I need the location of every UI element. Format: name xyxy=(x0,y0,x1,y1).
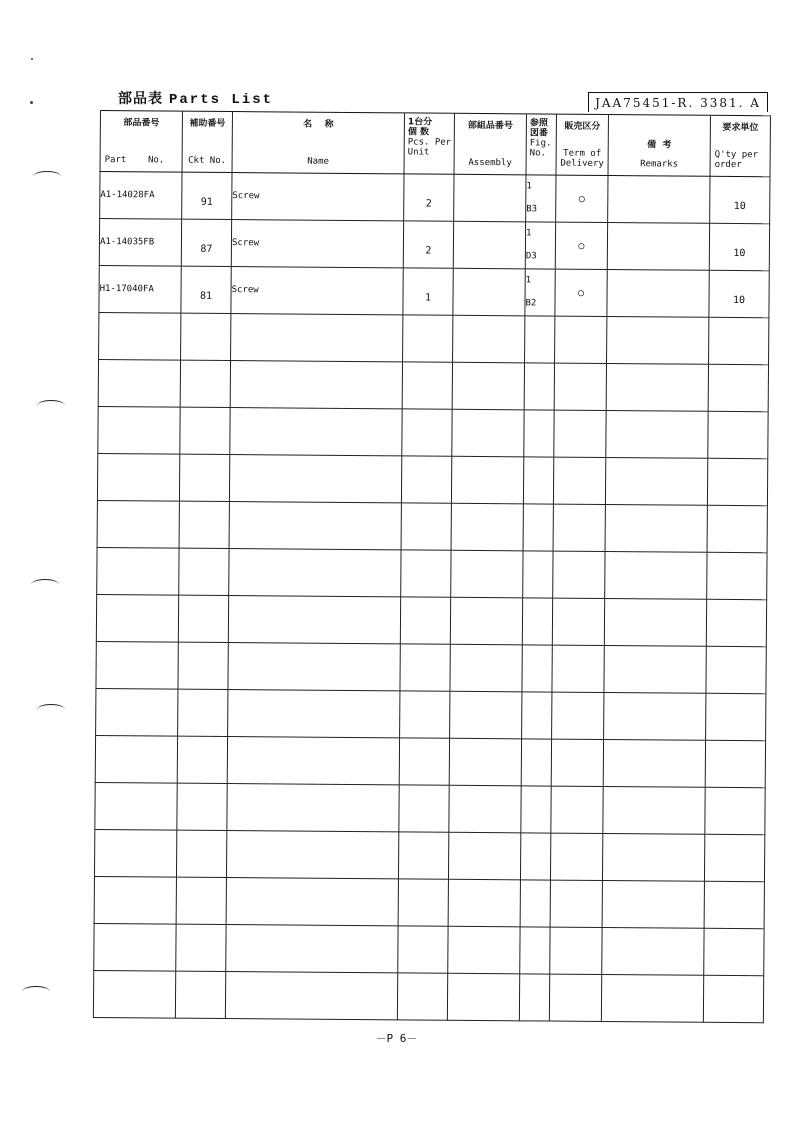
col-label-en: Assembly xyxy=(468,157,512,169)
parts-table xyxy=(93,110,771,1023)
col-label-jp: 個 数 xyxy=(407,127,430,138)
col-label-jp: 部組品番号 xyxy=(467,120,513,132)
ckt-number-cell xyxy=(178,642,228,689)
part-name-cell: Screw xyxy=(231,267,403,315)
pcs-per-unit-cell xyxy=(400,691,450,738)
qty-per-order-cell xyxy=(705,740,765,787)
term-of-delivery-cell xyxy=(553,457,605,504)
ckt-number-cell xyxy=(176,877,226,924)
assembly-cell xyxy=(449,738,521,786)
remarks-cell xyxy=(607,222,709,270)
pcs-per-unit-cell xyxy=(397,973,447,1020)
fig-no-cell xyxy=(522,598,552,645)
fig-no-cell xyxy=(523,504,553,551)
binder-hole-mark xyxy=(37,704,65,715)
term-of-delivery-cell xyxy=(553,504,605,551)
ckt-number-cell xyxy=(178,595,228,642)
remarks-cell xyxy=(607,269,709,317)
pcs-per-unit-cell xyxy=(398,832,448,879)
assembly-cell xyxy=(451,550,523,598)
col-label-jp: 1台分 xyxy=(407,117,433,128)
pcs-per-unit-cell xyxy=(400,644,450,691)
qty-per-order-cell xyxy=(705,787,765,834)
assembly-cell xyxy=(451,503,523,551)
col-label-jp: 参照 xyxy=(529,118,548,129)
part-name-cell xyxy=(228,690,400,738)
table-row xyxy=(97,547,767,599)
remarks-cell xyxy=(605,504,707,552)
col-label-jp: 備 考 xyxy=(647,140,672,151)
part-number-cell xyxy=(98,359,180,407)
part-name-cell: Screw xyxy=(232,173,404,221)
pcs-per-unit-cell xyxy=(403,315,453,362)
assembly-cell xyxy=(452,409,524,457)
col-header-part-no xyxy=(100,111,182,173)
remarks-cell xyxy=(602,833,704,881)
ckt-number-cell xyxy=(179,501,229,548)
part-name-cell xyxy=(229,549,401,597)
col-label-jp: 図番 xyxy=(529,128,548,139)
term-of-delivery-cell xyxy=(551,786,603,833)
table-header-row xyxy=(100,111,770,177)
parts-list-sheet xyxy=(93,110,770,1023)
assembly-cell xyxy=(447,973,519,1021)
pcs-per-unit-cell xyxy=(402,362,452,409)
qty-per-order-cell xyxy=(704,881,764,928)
ckt-number-cell xyxy=(179,454,229,501)
col-label-en: Fig. xyxy=(529,138,552,149)
col-header-name xyxy=(232,112,404,174)
table-row xyxy=(95,782,765,834)
part-number-cell: A1-14035FB xyxy=(99,219,181,267)
table-row xyxy=(96,594,766,646)
table-row xyxy=(99,219,769,271)
term-of-delivery-cell xyxy=(549,974,601,1021)
part-number-cell xyxy=(94,923,176,971)
remarks-cell xyxy=(608,175,710,223)
col-label-jp: 部品番号 xyxy=(123,118,160,129)
col-label-jp: 名 称 xyxy=(303,119,334,130)
part-number-cell xyxy=(93,970,175,1018)
qty-per-order-cell: 10 xyxy=(710,176,770,223)
part-number-cell xyxy=(99,312,181,360)
term-of-delivery-cell xyxy=(554,410,606,457)
part-number-cell xyxy=(96,594,178,642)
term-of-delivery-cell xyxy=(552,692,604,739)
table-row xyxy=(94,923,764,975)
part-name-cell xyxy=(229,502,401,550)
col-header-remarks xyxy=(608,114,710,176)
assembly-cell xyxy=(452,362,524,410)
ckt-number-cell xyxy=(177,783,227,830)
pcs-per-unit-cell xyxy=(402,409,452,456)
fig-no-cell xyxy=(522,645,552,692)
col-label-en: Term of xyxy=(563,148,602,159)
table-row xyxy=(100,172,770,224)
part-name-cell xyxy=(228,596,400,644)
ckt-number-cell: 81 xyxy=(181,266,231,313)
table-row xyxy=(97,500,767,552)
col-label-en: No. xyxy=(529,148,546,159)
col-label-en: Remarks xyxy=(640,159,679,170)
part-name-cell xyxy=(229,455,401,503)
qty-per-order-cell: 10 xyxy=(709,223,769,270)
part-name-cell xyxy=(226,925,398,973)
scan-speck xyxy=(30,101,33,104)
qty-per-order-cell xyxy=(704,928,764,975)
qty-per-order-cell xyxy=(703,975,763,1022)
remarks-cell xyxy=(602,927,704,975)
remarks-cell xyxy=(606,410,708,458)
fig-no-cell xyxy=(526,175,556,222)
scan-speck xyxy=(31,58,33,60)
table-row xyxy=(98,359,768,411)
part-number-cell xyxy=(97,547,179,595)
part-number-cell xyxy=(97,500,179,548)
fig-no-cell xyxy=(520,927,550,974)
pcs-per-unit-cell: 2 xyxy=(403,221,453,268)
fig-no-cell xyxy=(524,410,554,457)
qty-per-order-cell xyxy=(707,552,767,599)
table-row xyxy=(99,312,769,364)
remarks-cell xyxy=(604,692,706,740)
assembly-cell xyxy=(453,315,525,363)
remarks-cell xyxy=(606,363,708,411)
pcs-per-unit-cell xyxy=(401,550,451,597)
assembly-cell xyxy=(451,456,523,504)
qty-per-order-cell xyxy=(708,411,768,458)
fig-page: 1 xyxy=(526,181,532,192)
ckt-number-cell xyxy=(180,407,230,454)
part-number-cell xyxy=(94,876,176,924)
qty-per-order-cell xyxy=(709,317,769,364)
table-row xyxy=(94,876,764,928)
parts-table-body xyxy=(93,172,770,1023)
fig-no-cell xyxy=(522,692,552,739)
term-of-delivery-cell xyxy=(550,833,602,880)
qty-per-order-cell xyxy=(707,505,767,552)
table-row xyxy=(95,735,765,787)
page-number: －P 6－ xyxy=(375,1032,418,1045)
assembly-cell xyxy=(448,879,520,927)
fig-no-cell xyxy=(521,739,551,786)
pcs-per-unit-cell xyxy=(399,785,449,832)
part-number-cell: H1-17040FA xyxy=(99,265,181,313)
part-number-cell xyxy=(96,641,178,689)
assembly-cell xyxy=(450,644,522,692)
fig-no-cell xyxy=(519,974,549,1021)
table-row xyxy=(94,829,764,881)
fig-page: 1 xyxy=(526,228,532,239)
ckt-number-cell: 91 xyxy=(182,172,232,219)
term-of-delivery-cell xyxy=(552,598,604,645)
part-number-cell xyxy=(96,688,178,736)
assembly-cell xyxy=(448,926,520,974)
term-of-delivery-cell xyxy=(550,927,602,974)
pcs-per-unit-cell xyxy=(401,503,451,550)
part-name-cell xyxy=(230,361,402,409)
remarks-cell xyxy=(602,880,704,928)
fig-no-cell xyxy=(523,551,553,598)
part-name-cell xyxy=(226,878,398,926)
qty-per-order-cell xyxy=(704,834,764,881)
pcs-per-unit-cell xyxy=(398,926,448,973)
term-of-delivery-cell xyxy=(552,645,604,692)
ckt-number-cell: 87 xyxy=(181,219,231,266)
part-name-cell: Screw xyxy=(231,220,403,268)
fig-no-cell xyxy=(525,269,555,316)
col-header-qty-per-order xyxy=(710,115,770,176)
pcs-per-unit-cell xyxy=(398,879,448,926)
fig-no-cell xyxy=(525,316,555,363)
term-of-delivery-cell xyxy=(550,880,602,927)
qty-per-order-cell xyxy=(708,364,768,411)
ckt-number-cell xyxy=(175,971,225,1018)
part-name-cell xyxy=(231,314,403,362)
table-row xyxy=(96,688,766,740)
term-of-delivery-cell xyxy=(556,175,608,222)
delivery-circle-mark: ○ xyxy=(578,193,585,205)
col-header-pcs-per-unit xyxy=(404,113,454,174)
ckt-number-cell xyxy=(180,360,230,407)
remarks-cell xyxy=(601,974,703,1022)
term-of-delivery-cell xyxy=(551,739,603,786)
fig-grid-ref: B2 xyxy=(525,298,537,309)
fig-page: 1 xyxy=(525,275,532,286)
remarks-cell xyxy=(603,739,705,787)
assembly-cell xyxy=(448,832,520,880)
fig-grid-ref: D3 xyxy=(525,251,537,262)
term-of-delivery-cell xyxy=(553,551,605,598)
col-label-jp: 販売区分 xyxy=(564,121,601,132)
col-label-en: Q'ty per xyxy=(714,149,759,161)
fig-no-cell xyxy=(524,363,554,410)
col-header-assembly xyxy=(454,113,526,175)
term-of-delivery-cell xyxy=(555,316,607,363)
qty-per-order-cell xyxy=(706,693,766,740)
part-number-cell xyxy=(94,829,176,877)
col-label-en: Unit xyxy=(407,147,430,158)
binder-hole-mark xyxy=(33,171,61,182)
qty-per-order-cell xyxy=(707,458,767,505)
remarks-cell xyxy=(604,645,706,693)
qty-per-order-cell xyxy=(706,646,766,693)
remarks-cell xyxy=(605,457,707,505)
table-row xyxy=(93,970,763,1022)
fig-no-cell xyxy=(520,833,550,880)
binder-hole-mark xyxy=(22,986,50,997)
ckt-number-cell xyxy=(176,924,226,971)
pcs-per-unit-cell xyxy=(399,738,449,785)
col-label-en: Pcs. Per xyxy=(407,137,452,148)
part-name-cell xyxy=(227,784,399,832)
remarks-cell xyxy=(605,551,707,599)
part-name-cell xyxy=(226,831,398,879)
table-row xyxy=(98,406,768,458)
remarks-cell xyxy=(604,598,706,646)
col-label-en: Delivery xyxy=(560,158,604,169)
fig-no-cell xyxy=(523,457,553,504)
page-title xyxy=(118,88,273,108)
assembly-cell xyxy=(450,597,522,645)
part-name-cell xyxy=(225,972,397,1020)
col-label-jp: 要求単位 xyxy=(722,122,759,134)
col-header-fig-no xyxy=(526,114,556,175)
col-label-jp: 補助番号 xyxy=(189,118,226,129)
col-label-en: Name xyxy=(307,156,329,167)
ckt-number-cell xyxy=(176,830,226,877)
pcs-per-unit-cell xyxy=(400,597,450,644)
col-header-term-of-delivery xyxy=(556,114,608,175)
delivery-circle-mark: ○ xyxy=(578,240,585,252)
pcs-per-unit-cell xyxy=(401,456,451,503)
term-of-delivery-cell xyxy=(555,269,607,316)
part-number-cell xyxy=(95,782,177,830)
part-name-cell xyxy=(227,737,399,785)
col-label-en: Ckt No. xyxy=(188,155,227,166)
part-name-cell xyxy=(228,643,400,691)
assembly-cell xyxy=(449,785,521,833)
col-label-en: Part No. xyxy=(104,155,165,166)
part-number-cell xyxy=(97,453,179,501)
col-label-en: order xyxy=(714,159,742,171)
binder-hole-mark xyxy=(37,400,65,411)
ckt-number-cell xyxy=(181,313,231,360)
title-japanese: 部品表 xyxy=(118,91,163,107)
fig-no-cell xyxy=(521,786,551,833)
assembly-cell xyxy=(453,221,525,269)
fig-no-cell xyxy=(525,222,555,269)
part-name-cell xyxy=(230,408,402,456)
remarks-cell xyxy=(607,316,709,364)
pcs-per-unit-cell: 2 xyxy=(404,174,454,221)
ckt-number-cell xyxy=(177,736,227,783)
ckt-number-cell xyxy=(179,548,229,595)
col-header-ckt-no xyxy=(182,111,232,172)
title-english: Parts List xyxy=(169,92,274,108)
table-row xyxy=(97,453,767,505)
qty-per-order-cell: 10 xyxy=(709,270,769,317)
fig-grid-ref: B3 xyxy=(526,204,538,215)
table-row xyxy=(96,641,766,693)
document-code: JAA75451-R. 3381. A xyxy=(588,92,768,112)
part-number-cell: A1-14028FA xyxy=(100,172,182,220)
part-number-cell xyxy=(95,735,177,783)
remarks-cell xyxy=(603,786,705,834)
term-of-delivery-cell xyxy=(555,222,607,269)
delivery-circle-mark: ○ xyxy=(578,287,585,299)
binder-hole-mark xyxy=(31,579,59,590)
part-number-cell xyxy=(98,406,180,454)
term-of-delivery-cell xyxy=(554,363,606,410)
assembly-cell xyxy=(453,268,525,316)
pcs-per-unit-cell: 1 xyxy=(403,268,453,315)
qty-per-order-cell xyxy=(706,599,766,646)
table-row xyxy=(99,265,769,317)
ckt-number-cell xyxy=(178,689,228,736)
assembly-cell xyxy=(454,174,526,222)
assembly-cell xyxy=(450,691,522,739)
fig-no-cell xyxy=(520,880,550,927)
